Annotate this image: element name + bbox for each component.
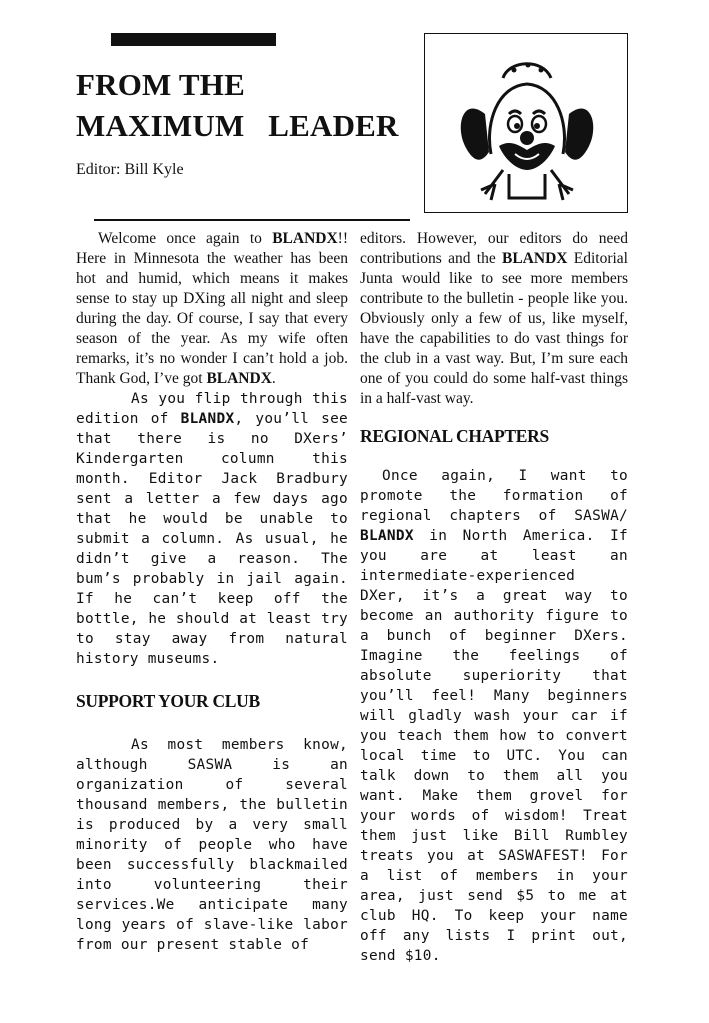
p2-text-a: As you flip through this edition of <box>76 391 348 427</box>
kindergarten-paragraph <box>76 389 348 669</box>
regional-paragraph <box>360 466 628 966</box>
right-column <box>360 229 628 966</box>
p4-text-a: Once again, I want to promote the formation of regional chapters of SASWA/ <box>360 468 628 524</box>
welcome-paragraph <box>76 229 348 389</box>
clown-portrait-image <box>424 33 628 213</box>
page-title <box>76 64 399 146</box>
p4-text-c: in North America. If you are at least an intermediate-experienced DXer, it’s a great way to become an authority figure to a bunch of beginner DXers. Imagine the feelings of absolute superiority that you’ll feel! Many beginners will gladly wash your car if you teach them how to convert local time to UTC. You can talk down to them all you want. Make them grovel for your words of wisdom! Treat them just like Bill Rumbley treats you at SASWAFEST! For a list of members in your area, just send $5 to me at club HQ. To keep your name off any lists I print out, send $10. <box>360 528 628 964</box>
decorative-header-bar <box>111 33 276 46</box>
support-your-club-heading: SUPPORT YOUR CLUB <box>76 691 260 711</box>
support-paragraph <box>76 735 348 955</box>
p3-text-c: Editorial Junta would like to see more members contribute to the bulletin - people like you. Obviously only a few of us, like myself, have the capabilities to do vast things for the club in a vast way. But, I’m sure each one of you could do some half-vast things in a half-vast way. <box>360 250 628 407</box>
p1-text-c: !! Here in Minnesota the weather has been hot and humid, which means it makes sense to stay up DXing all night and sleep during the day. Of course, I say that every season of the year. As my wife often remarks, it’s no wonder I can’t hold a job. Thank God, I’ve got <box>76 230 348 387</box>
p1-text-e: . <box>271 370 276 387</box>
left-column <box>76 229 348 955</box>
p3-blandx: BLANDX <box>502 250 568 267</box>
title-line-2: MAXIMUM LEADER <box>76 108 399 143</box>
p2-blandx: BLANDX <box>180 411 235 427</box>
p1-blandx: BLANDX <box>272 230 338 247</box>
p4-blandx: BLANDX <box>360 528 414 544</box>
support-paragraph-continued <box>360 229 628 409</box>
p2-text-c: , you’ll see that there is no DXers’ Kindergarten column this month. Editor Jack Bradbury sent a letter a few days ago that he would be unable to submit a column. As usual, he didn’t give a reason. The bum’s probably in jail again. If he can’t keep off the bottle, he should at least try to stay away from natural history museums. <box>76 411 348 667</box>
p3-text-continued: editors. However, our editors do need contributions and the <box>360 230 628 267</box>
p1-blandx-end: BLANDX <box>206 370 272 387</box>
p1-text-a: Welcome once again to <box>98 230 273 247</box>
title-line-1: FROM THE <box>76 67 245 102</box>
header-divider <box>94 219 410 221</box>
cartoon-clown-face-icon <box>425 34 626 211</box>
editor-credit: Editor: Bill Kyle <box>76 161 184 178</box>
regional-chapters-heading: REGIONAL CHAPTERS <box>360 426 549 446</box>
p3-text-a: As most members know, although SASWA is an organization of several thousand members, the bulletin is produced by a very small minority of people who have been successfully blackmailed into volunteering their services.We anticipate many long years of slave-like labor from our present stable of <box>76 737 348 953</box>
